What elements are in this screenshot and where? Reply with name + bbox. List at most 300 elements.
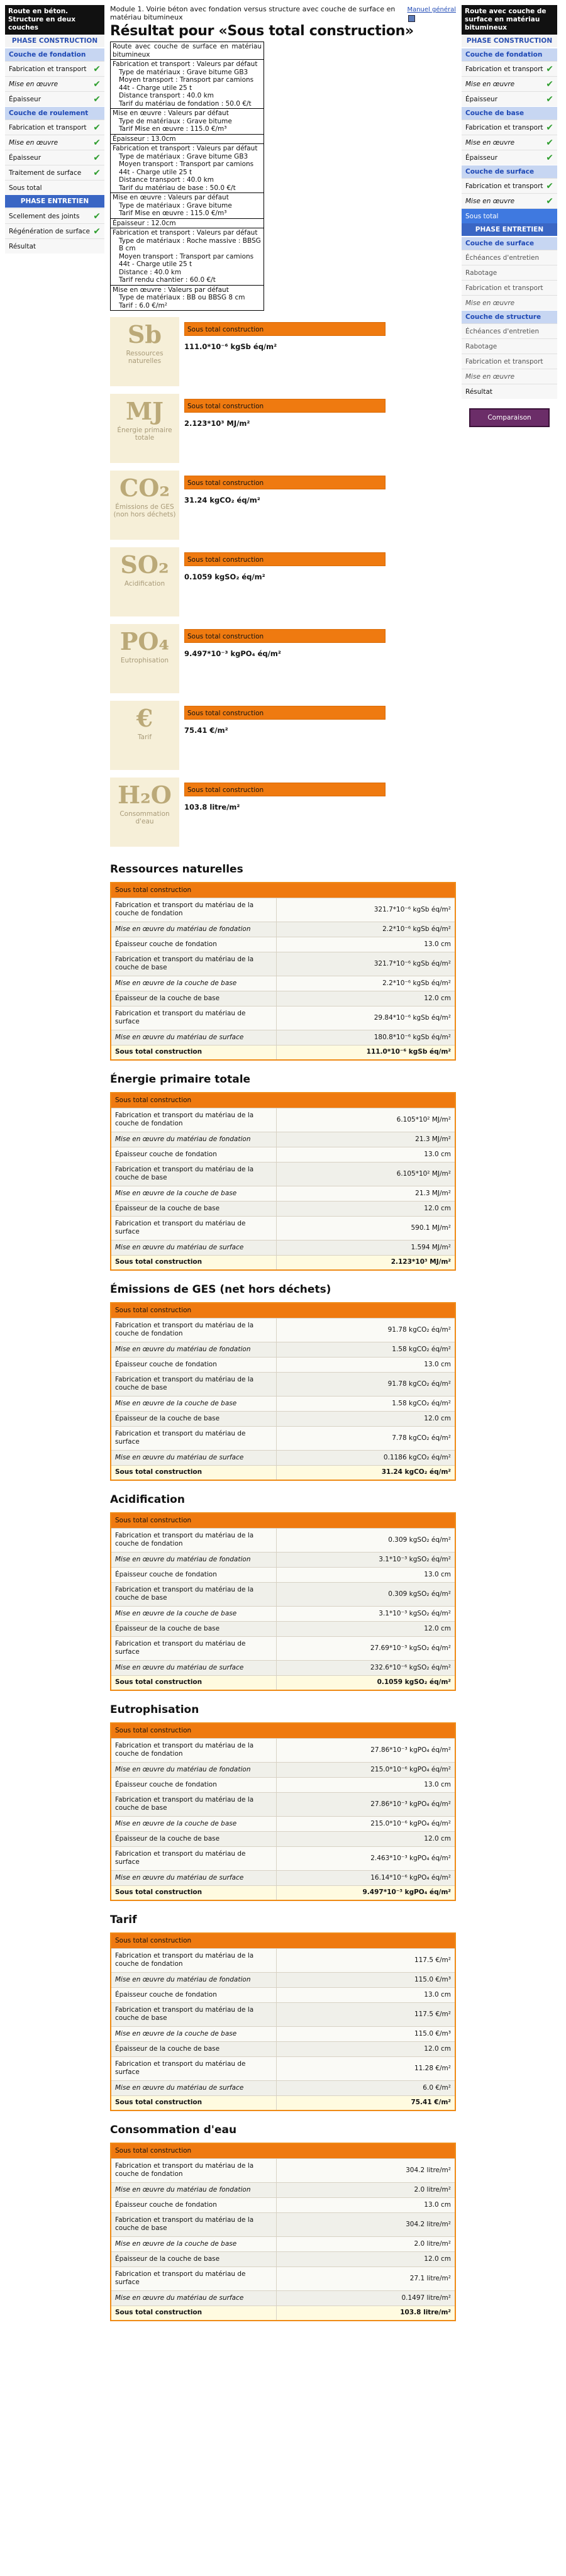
spec-line: Fabrication et transport : Valeurs par défaut — [113, 229, 258, 237]
result-table — [110, 1512, 456, 1691]
row-value: 12.0 cm — [276, 2251, 455, 2267]
table-row — [111, 2236, 455, 2251]
spec-line: Tarif du matériau de fondation : 50.0 €/t — [119, 99, 252, 108]
check-icon: ✔ — [546, 196, 553, 206]
row-value: 13.0 cm — [276, 1777, 455, 1792]
left-item-roulement-fabrication[interactable]: Fabrication et transport ✔ — [5, 120, 104, 135]
right-item-surface-mise[interactable]: Mise en œuvre ✔ — [462, 193, 557, 208]
table-row — [111, 1582, 455, 1606]
row-value: 103.8 litre/m² — [276, 2306, 455, 2321]
right-item-surface-echeances[interactable]: Échéances d'entretien — [462, 250, 557, 265]
impact-row — [110, 471, 456, 544]
table-row — [111, 922, 455, 937]
row-value: 111.0*10⁻⁶ kgSb éq/m² — [276, 1045, 455, 1060]
left-item-roulement-mise[interactable]: Mise en œuvre ✔ — [5, 135, 104, 150]
check-icon: ✔ — [546, 79, 553, 89]
impact-row — [110, 778, 456, 850]
table-row — [111, 1972, 455, 1987]
table-row — [111, 952, 455, 976]
table-row — [111, 1426, 455, 1450]
impact-icon — [110, 701, 179, 770]
row-label: Fabrication et transport du matériau de la couche de base — [111, 2002, 276, 2026]
impact-name: Ressources naturelles — [126, 350, 164, 365]
row-label: Épaisseur de la couche de base — [111, 1831, 276, 1846]
impact-symbol: CO₂ — [119, 474, 170, 502]
impact-row — [110, 394, 456, 467]
table-row — [111, 1528, 455, 1552]
row-label: Épaisseur couche de fondation — [111, 1987, 276, 2002]
right-item-surface2-mise[interactable]: Mise en œuvre — [462, 295, 557, 310]
left-section-fondation[interactable]: Couche de fondation — [5, 48, 104, 61]
spec-line: Type de matériaux : Grave bitume — [119, 201, 232, 209]
right-item-fondation-mise[interactable]: Mise en œuvre ✔ — [462, 76, 557, 91]
table-title: Acidification — [110, 1493, 185, 1506]
result-table — [110, 1302, 456, 1481]
row-value: 75.41 €/m² — [276, 2095, 455, 2110]
row-value: 12.0 cm — [276, 1831, 455, 1846]
impact-bar: Sous total construction — [184, 476, 386, 489]
impact-value: 103.8 litre/m² — [184, 803, 240, 811]
row-label: Mise en œuvre du matériau de fondation — [111, 1132, 276, 1147]
table-row — [111, 1636, 455, 1660]
impact-name: Eutrophisation — [120, 657, 169, 664]
row-value: 13.0 cm — [276, 2197, 455, 2212]
row-label: Mise en œuvre du matériau de fondation — [111, 1342, 276, 1357]
row-label: Mise en œuvre de la couche de base — [111, 1606, 276, 1621]
table-row — [111, 1777, 455, 1792]
row-label: Fabrication et transport du matériau de la couche de fondation — [111, 2158, 276, 2182]
result-table — [110, 1092, 456, 1271]
table-row — [111, 1846, 455, 1870]
impact-value: 75.41 €/m² — [184, 726, 228, 735]
impact-name: Tarif — [137, 733, 152, 741]
row-label: Mise en œuvre de la couche de base — [111, 2236, 276, 2251]
check-icon: ✔ — [93, 137, 101, 148]
impact-icon — [110, 471, 179, 540]
table-row — [111, 1552, 455, 1567]
row-value: 1.594 MJ/m² — [276, 1240, 455, 1255]
left-section-roulement[interactable]: Couche de roulement — [5, 106, 104, 120]
right-item-resultat[interactable]: Résultat — [462, 384, 557, 399]
row-label: Fabrication et transport du matériau de la couche de fondation — [111, 1948, 276, 1972]
table-row — [111, 1411, 455, 1426]
spec-line: Moyen transport : Transport par camions 44t - Charge utile 25 t — [119, 252, 254, 268]
row-label: Fabrication et transport du matériau de surface — [111, 1846, 276, 1870]
row-label: Mise en œuvre de la couche de base — [111, 1396, 276, 1411]
row-label: Fabrication et transport du matériau de la couche de base — [111, 2212, 276, 2236]
row-value: 321.7*10⁻⁶ kgSb éq/m² — [276, 952, 455, 976]
row-value: 6.105*10² MJ/m² — [276, 1162, 455, 1186]
row-label: Mise en œuvre du matériau de surface — [111, 2080, 276, 2095]
table-row — [111, 1987, 455, 2002]
row-label: Sous total construction — [111, 1045, 276, 1060]
table-row — [111, 1738, 455, 1762]
row-label: Sous total construction — [111, 1255, 276, 1270]
right-section-base[interactable]: Couche de base — [462, 106, 557, 120]
main-content — [110, 5, 456, 2321]
table-title: Consommation d'eau — [110, 2124, 237, 2136]
row-value: 12.0 cm — [276, 1621, 455, 1636]
spec-box — [110, 42, 264, 311]
row-value: 6.0 €/m² — [276, 2080, 455, 2095]
table-title: Ressources naturelles — [110, 863, 243, 876]
table-row — [111, 1162, 455, 1186]
table-row — [111, 1621, 455, 1636]
page-title: Résultat pour «Sous total construction» — [110, 23, 414, 39]
spec-line: Tarif Mise en œuvre : 115.0 €/m³ — [119, 209, 227, 217]
table-row — [111, 1792, 455, 1816]
row-label: Fabrication et transport du matériau de la couche de fondation — [111, 1738, 276, 1762]
left-item-fondation-fabrication[interactable]: Fabrication et transport ✔ — [5, 61, 104, 76]
table-row — [111, 2026, 455, 2041]
row-label: Mise en œuvre du matériau de fondation — [111, 1552, 276, 1567]
table-header: Sous total construction — [111, 883, 455, 898]
right-item-base-fabrication[interactable]: Fabrication et transport ✔ — [462, 120, 557, 135]
row-value: 27.86*10⁻³ kgPO₄ éq/m² — [276, 1738, 455, 1762]
row-value: 304.2 litre/m² — [276, 2158, 455, 2182]
right-item-fondation-epaisseur[interactable]: Épaisseur ✔ — [462, 91, 557, 106]
table-row — [111, 1030, 455, 1045]
row-label: Mise en œuvre de la couche de base — [111, 1186, 276, 1201]
spec-line: Type de matériaux : BB ou BBSG 8 cm — [119, 294, 245, 301]
row-value: 117.5 €/m² — [276, 1948, 455, 1972]
row-label: Fabrication et transport du matériau de la couche de fondation — [111, 1528, 276, 1552]
left-item-traitement[interactable]: Traitement de surface ✔ — [5, 165, 104, 180]
row-label: Mise en œuvre du matériau de fondation — [111, 922, 276, 937]
row-value: 12.0 cm — [276, 2041, 455, 2056]
row-value: 180.8*10⁻⁶ kgSb éq/m² — [276, 1030, 455, 1045]
row-value: 2.2*10⁻⁶ kgSb éq/m² — [276, 976, 455, 991]
spec-block-base-mise — [111, 193, 264, 219]
manual-link[interactable]: Manuel général — [407, 6, 456, 13]
row-value: 13.0 cm — [276, 1357, 455, 1372]
table-row — [111, 1357, 455, 1372]
right-item-structure-echeances[interactable]: Échéances d'entretien — [462, 323, 557, 338]
impact-symbol: € — [136, 704, 153, 732]
table-row — [111, 1660, 455, 1675]
row-value: 16.14*10⁻⁶ kgPO₄ éq/m² — [276, 1870, 455, 1885]
check-icon: ✔ — [93, 167, 101, 178]
left-item-fondation-mise[interactable]: Mise en œuvre ✔ — [5, 76, 104, 91]
impact-bar: Sous total construction — [184, 783, 386, 796]
comparison-button[interactable]: Comparaison — [469, 408, 550, 427]
row-value: 115.0 €/m³ — [276, 2026, 455, 2041]
row-label: Sous total construction — [111, 2306, 276, 2321]
spec-line: Mise en œuvre : Valeurs par défaut — [113, 286, 229, 294]
result-table — [110, 2143, 456, 2321]
row-value: 0.1186 kgCO₂ éq/m² — [276, 1450, 455, 1465]
table-row — [111, 937, 455, 952]
spec-line: Mise en œuvre : Valeurs par défaut — [113, 109, 229, 117]
row-label: Fabrication et transport du matériau de surface — [111, 2267, 276, 2290]
row-value: 7.78 kgCO₂ éq/m² — [276, 1426, 455, 1450]
impact-bar: Sous total construction — [184, 552, 386, 566]
table-row — [111, 1885, 455, 1900]
row-value: 12.0 cm — [276, 991, 455, 1006]
impact-icon — [110, 394, 179, 463]
impact-value: 2.123*10³ MJ/m² — [184, 419, 250, 428]
book-icon[interactable] — [408, 15, 415, 22]
left-item-regeneration[interactable]: Régénération de surface ✔ — [5, 223, 104, 238]
row-value: 0.309 kgSO₂ éq/m² — [276, 1528, 455, 1552]
row-value: 12.0 cm — [276, 1411, 455, 1426]
row-label: Épaisseur couche de fondation — [111, 1567, 276, 1582]
impact-value: 111.0*10⁻⁶ kgSb éq/m² — [184, 342, 277, 351]
row-label: Mise en œuvre du matériau de surface — [111, 1030, 276, 1045]
spec-line: Moyen transport : Transport par camions 44t - Charge utile 25 t — [119, 160, 254, 176]
table-row — [111, 1606, 455, 1621]
row-value: 0.1497 litre/m² — [276, 2290, 455, 2306]
spec-block-fondation-mise — [111, 109, 264, 135]
right-item-base-epaisseur[interactable]: Épaisseur ✔ — [462, 150, 557, 165]
row-value: 31.24 kgCO₂ éq/m² — [276, 1465, 455, 1480]
table-row — [111, 1948, 455, 1972]
impact-symbol: MJ — [125, 397, 164, 425]
row-label: Mise en œuvre du matériau de fondation — [111, 1762, 276, 1777]
row-value: 13.0 cm — [276, 937, 455, 952]
check-icon: ✔ — [546, 137, 553, 148]
right-sidebar — [462, 5, 557, 432]
table-row — [111, 1816, 455, 1831]
table-row — [111, 2267, 455, 2290]
table-row — [111, 2056, 455, 2080]
table-row — [111, 1186, 455, 1201]
spec-block-base-fab — [111, 144, 264, 193]
row-value: 1.58 kgCO₂ éq/m² — [276, 1342, 455, 1357]
row-value: 21.3 MJ/m² — [276, 1132, 455, 1147]
spec-line: Type de matériaux : Roche massive : BBSG B cm — [119, 237, 261, 252]
left-item-fondation-epaisseur[interactable]: Épaisseur ✔ — [5, 91, 104, 106]
right-section-fondation[interactable]: Couche de fondation — [462, 48, 557, 61]
row-label: Fabrication et transport du matériau de la couche de base — [111, 1582, 276, 1606]
row-label: Mise en œuvre du matériau de surface — [111, 2290, 276, 2306]
impact-row — [110, 701, 456, 774]
result-tables — [110, 863, 456, 2321]
impact-bar: Sous total construction — [184, 322, 386, 336]
row-value: 215.0*10⁻⁶ kgPO₄ éq/m² — [276, 1816, 455, 1831]
table-row — [111, 1216, 455, 1240]
impact-symbol: SO₂ — [120, 550, 169, 579]
row-value: 27.1 litre/m² — [276, 2267, 455, 2290]
row-label: Fabrication et transport du matériau de la couche de base — [111, 952, 276, 976]
spec-block-base-epaisseur — [111, 219, 264, 229]
impact-bar: Sous total construction — [184, 399, 386, 413]
table-row — [111, 1240, 455, 1255]
row-value: 2.463*10⁻³ kgPO₄ éq/m² — [276, 1846, 455, 1870]
spec-title: Route avec couche de surface en matériau bitumineux — [111, 42, 264, 60]
row-label: Épaisseur de la couche de base — [111, 2041, 276, 2056]
row-value: 0.1059 kgSO₂ éq/m² — [276, 1675, 455, 1690]
row-value: 12.0 cm — [276, 1201, 455, 1216]
right-item-structure-mise[interactable]: Mise en œuvre — [462, 369, 557, 384]
row-label: Fabrication et transport du matériau de surface — [111, 1216, 276, 1240]
table-row — [111, 2251, 455, 2267]
check-icon: ✔ — [93, 211, 101, 221]
spec-line: Fabrication et transport : Valeurs par défaut — [113, 60, 258, 68]
table-row — [111, 1132, 455, 1147]
row-value: 2.123*10³ MJ/m² — [276, 1255, 455, 1270]
row-value: 9.497*10⁻³ kgPO₄ éq/m² — [276, 1885, 455, 1900]
row-value: 590.1 MJ/m² — [276, 1216, 455, 1240]
row-label: Épaisseur couche de fondation — [111, 1147, 276, 1162]
row-label: Fabrication et transport du matériau de la couche de fondation — [111, 898, 276, 922]
spec-line: Type de matériaux : Grave bitume — [119, 117, 232, 125]
row-value: 2.2*10⁻⁶ kgSb éq/m² — [276, 922, 455, 937]
check-icon: ✔ — [546, 94, 553, 104]
table-row — [111, 1045, 455, 1060]
row-value: 0.309 kgSO₂ éq/m² — [276, 1582, 455, 1606]
table-header: Sous total construction — [111, 1513, 455, 1528]
table-header: Sous total construction — [111, 1933, 455, 1948]
spec-line: Tarif rendu chantier : 60.0 €/t — [119, 276, 216, 284]
row-label: Sous total construction — [111, 1885, 276, 1900]
table-title: Eutrophisation — [110, 1703, 199, 1716]
table-header: Sous total construction — [111, 2143, 455, 2158]
spec-line: Distance transport : 40.0 km — [119, 176, 214, 184]
impact-name: Énergie primaire totale — [117, 427, 172, 442]
right-section-surface-entretien[interactable]: Couche de surface — [462, 237, 557, 250]
row-label: Mise en œuvre du matériau de surface — [111, 1660, 276, 1675]
spec-block-fondation-fab — [111, 60, 264, 109]
row-label: Mise en œuvre du matériau de fondation — [111, 1972, 276, 1987]
row-value: 232.6*10⁻⁶ kgSO₂ éq/m² — [276, 1660, 455, 1675]
row-label: Épaisseur couche de fondation — [111, 937, 276, 952]
row-label: Fabrication et transport du matériau de la couche de fondation — [111, 1108, 276, 1132]
result-table — [110, 1722, 456, 1901]
row-label: Fabrication et transport du matériau de surface — [111, 2056, 276, 2080]
right-item-surface-rabotage[interactable]: Rabotage — [462, 265, 557, 280]
row-value: 13.0 cm — [276, 1567, 455, 1582]
spec-line: Tarif du matériau de base : 50.0 €/t — [119, 184, 236, 192]
left-phase-construction[interactable]: PHASE CONSTRUCTION — [5, 35, 104, 48]
table-header: Sous total construction — [111, 1723, 455, 1738]
row-value: 215.0*10⁻⁶ kgPO₄ éq/m² — [276, 1762, 455, 1777]
table-row — [111, 2306, 455, 2321]
impact-value: 31.24 kgCO₂ éq/m² — [184, 496, 260, 505]
table-row — [111, 2182, 455, 2197]
right-sidebar-header: Route avec couche de surface en matériau bitumineux — [462, 5, 557, 35]
impact-value: 9.497*10⁻³ kgPO₄ éq/m² — [184, 649, 281, 658]
impact-row — [110, 317, 456, 390]
spec-line: Fabrication et transport : Valeurs par défaut — [113, 145, 258, 152]
right-section-surface[interactable]: Couche de surface — [462, 165, 557, 178]
row-label: Mise en œuvre de la couche de base — [111, 2026, 276, 2041]
right-item-base-mise[interactable]: Mise en œuvre ✔ — [462, 135, 557, 150]
row-label: Fabrication et transport du matériau de surface — [111, 1006, 276, 1030]
spec-line: Type de matériaux : Grave bitume GB3 — [119, 152, 248, 160]
check-icon: ✔ — [93, 152, 101, 163]
check-icon: ✔ — [546, 122, 553, 133]
row-value: 27.86*10⁻³ kgPO₄ éq/m² — [276, 1792, 455, 1816]
left-phase-entretien[interactable]: PHASE ENTRETIEN — [5, 195, 104, 208]
impact-row — [110, 624, 456, 697]
row-value: 21.3 MJ/m² — [276, 1186, 455, 1201]
row-value: 91.78 kgCO₂ éq/m² — [276, 1318, 455, 1342]
row-value: 13.0 cm — [276, 1987, 455, 2002]
row-value: 11.28 €/m² — [276, 2056, 455, 2080]
row-label: Épaisseur de la couche de base — [111, 991, 276, 1006]
impact-name: Acidification — [124, 580, 165, 588]
right-section-structure[interactable]: Couche de structure — [462, 310, 557, 323]
table-row — [111, 1108, 455, 1132]
check-icon: ✔ — [546, 181, 553, 191]
check-icon: ✔ — [93, 79, 101, 89]
right-phase-entretien[interactable]: PHASE ENTRETIEN — [462, 223, 557, 237]
result-table — [110, 882, 456, 1061]
module-title: Module 1. Voirie béton avec fondation versus structure avec couche de surface en matériau bitumineux — [110, 5, 396, 21]
spec-line: Distance transport : 40.0 km — [119, 92, 214, 99]
right-item-structure-rabotage[interactable]: Rabotage — [462, 338, 557, 354]
table-row — [111, 2290, 455, 2306]
row-label: Sous total construction — [111, 1675, 276, 1690]
left-item-scellement[interactable]: Scellement des joints ✔ — [5, 208, 104, 223]
check-icon: ✔ — [93, 226, 101, 237]
row-label: Fabrication et transport du matériau de la couche de fondation — [111, 1318, 276, 1342]
impact-icon — [110, 547, 179, 616]
spec-line: Épaisseur : 13.0cm — [113, 135, 176, 143]
row-label: Sous total construction — [111, 2095, 276, 2110]
impact-symbol: PO₄ — [119, 627, 170, 655]
row-value: 13.0 cm — [276, 1147, 455, 1162]
right-item-structure-fabrication[interactable]: Fabrication et transport — [462, 354, 557, 369]
table-header: Sous total construction — [111, 1303, 455, 1318]
table-title: Tarif — [110, 1914, 137, 1926]
row-value: 91.78 kgCO₂ éq/m² — [276, 1372, 455, 1396]
result-table — [110, 1932, 456, 2111]
right-item-surface-fabrication[interactable]: Fabrication et transport ✔ — [462, 178, 557, 193]
impact-name: Consommation d'eau — [119, 810, 170, 825]
row-label: Épaisseur couche de fondation — [111, 2197, 276, 2212]
row-label: Fabrication et transport du matériau de la couche de base — [111, 1162, 276, 1186]
impact-name: Émissions de GES (non hors déchets) — [113, 503, 176, 518]
row-value: 117.5 €/m² — [276, 2002, 455, 2026]
impact-icon — [110, 778, 179, 847]
row-value: 321.7*10⁻⁶ kgSb éq/m² — [276, 898, 455, 922]
table-row — [111, 1675, 455, 1690]
table-row — [111, 2095, 455, 2110]
table-row — [111, 1567, 455, 1582]
table-row — [111, 1396, 455, 1411]
row-value: 27.69*10⁻³ kgSO₂ éq/m² — [276, 1636, 455, 1660]
check-icon: ✔ — [93, 94, 101, 104]
spec-line: Distance : 40.0 km — [119, 268, 182, 276]
row-label: Épaisseur de la couche de base — [111, 1621, 276, 1636]
right-item-fondation-fabrication[interactable]: Fabrication et transport ✔ — [462, 61, 557, 76]
impact-bar: Sous total construction — [184, 706, 386, 720]
row-value: 6.105*10² MJ/m² — [276, 1108, 455, 1132]
right-item-sous-total[interactable]: Sous total — [462, 208, 557, 223]
row-label: Épaisseur couche de fondation — [111, 1357, 276, 1372]
left-item-sous-total[interactable]: Sous total — [5, 180, 104, 195]
left-item-resultat[interactable]: Résultat — [5, 238, 104, 254]
table-row — [111, 2197, 455, 2212]
left-item-roulement-epaisseur[interactable]: Épaisseur ✔ — [5, 150, 104, 165]
table-title: Émissions de GES (net hors déchets) — [110, 1283, 331, 1296]
table-row — [111, 1465, 455, 1480]
left-sidebar — [5, 5, 104, 254]
table-row — [111, 1372, 455, 1396]
row-value: 2.0 litre/m² — [276, 2182, 455, 2197]
left-sidebar-header: Route en béton. Structure en deux couches — [5, 5, 104, 35]
impact-value: 0.1059 kgSO₂ éq/m² — [184, 572, 265, 581]
right-phase-construction[interactable]: PHASE CONSTRUCTION — [462, 35, 557, 48]
spec-line: Type de matériaux : Grave bitume GB3 — [119, 68, 248, 76]
impact-icon — [110, 317, 179, 386]
right-item-surface2-fabrication[interactable]: Fabrication et transport — [462, 280, 557, 295]
row-label: Fabrication et transport du matériau de la couche de base — [111, 1792, 276, 1816]
spec-block-surface-fab — [111, 228, 264, 286]
row-label: Mise en œuvre de la couche de base — [111, 1816, 276, 1831]
